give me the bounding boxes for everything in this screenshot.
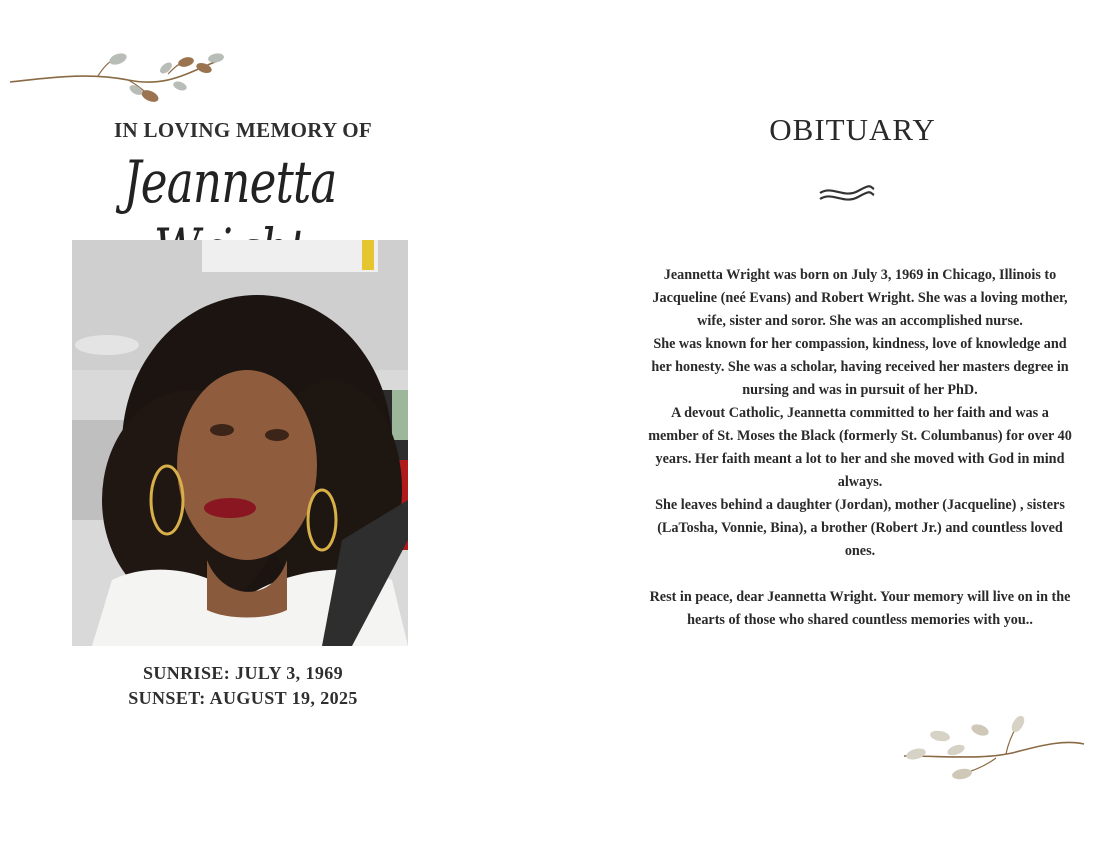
obituary-paragraph: She leaves behind a daughter (Jordan), mother (Jacqueline) , sisters (LaTosha, Vonnie, Bina), a brother (Robert Jr.) and countless loved ones. bbox=[655, 497, 1065, 559]
memory-heading: IN LOVING MEMORY OF bbox=[114, 118, 372, 142]
branch-decoration-icon bbox=[896, 716, 1088, 786]
obituary-paragraph: A devout Catholic, Jeannetta committed to her faith and was a member of St. Moses the Black (formerly St. Columbanus) for over 40 years. Her faith meant a lot to her and she moved with God in mind always. bbox=[648, 405, 1072, 490]
life-dates bbox=[90, 661, 396, 711]
obituary-text bbox=[645, 264, 1075, 632]
branch-decoration-icon bbox=[8, 50, 228, 106]
wave-divider-icon bbox=[818, 185, 876, 207]
obituary-title: OBITUARY bbox=[769, 112, 936, 147]
sunrise-date: SUNRISE: JULY 3, 1969 bbox=[142, 663, 344, 683]
closing-paragraph: Rest in peace, dear Jeannetta Wright. Your memory will live on in the hearts of those who shared countless memories with you.. bbox=[649, 589, 1071, 628]
deceased-name: Jeannetta bbox=[123, 148, 337, 216]
portrait-photo bbox=[72, 240, 408, 646]
obituary-paragraph: Jeannetta Wright was born on July 3, 1969 in Chicago, Illinois to Jacqueline (neé Evans) and Robert Wright. She was a loving mother, wife, sister and soror. She was an accomplished nurse. bbox=[652, 267, 1068, 329]
obituary-paragraph: She was known for her compassion, kindness, love of knowledge and her honesty. She was a scholar, having received her masters degree in nursing and was in pursuit of her PhD. bbox=[651, 336, 1069, 398]
sunset-date: SUNSET: AUGUST 19, 2025 bbox=[128, 688, 358, 708]
